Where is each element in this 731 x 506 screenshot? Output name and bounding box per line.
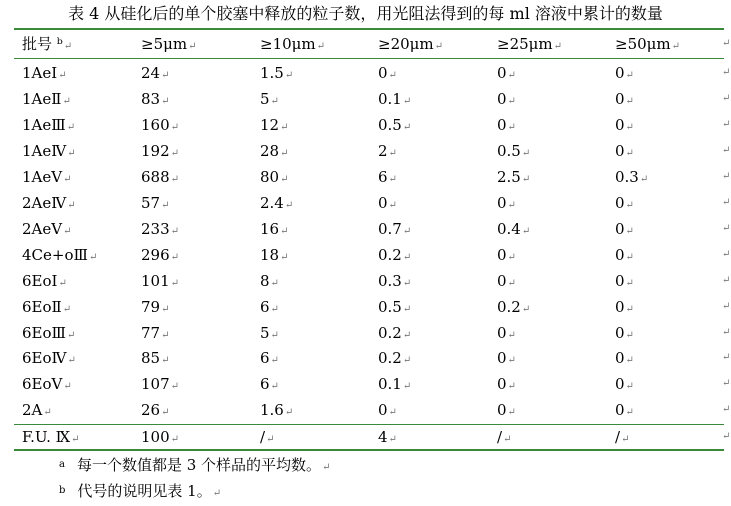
cell-5um: 77↵ <box>141 324 170 342</box>
cell-50um: 0↵ <box>615 90 634 108</box>
cell-10um: 5↵ <box>260 324 279 342</box>
row-end-mark: ↵ <box>722 431 731 442</box>
cell-5um: 101↵ <box>141 272 180 290</box>
cell-50um: 0↵ <box>615 116 634 134</box>
cell-20um: 0.2↵ <box>378 246 412 264</box>
cell-batch: 2AeⅤ↵ <box>22 220 72 238</box>
cell-10um: 1.5↵ <box>260 64 294 82</box>
cell-10um: 80↵ <box>260 168 289 186</box>
cell-batch: 6EoⅠ↵ <box>22 272 67 290</box>
cell-50um: 0↵ <box>615 298 634 316</box>
cell-20um: 0.5↵ <box>378 298 412 316</box>
cell-20um: 0.7↵ <box>378 220 412 238</box>
cell-10um: 1.6↵ <box>260 401 294 419</box>
summary-cell-20um: 4↵ <box>378 428 397 446</box>
cell-5um: 160↵ <box>141 116 180 134</box>
cell-20um: 0↵ <box>378 401 397 419</box>
cell-batch: 1AeⅢ↵ <box>22 116 76 134</box>
cell-10um: 12↵ <box>260 116 289 134</box>
cell-batch: 1AeⅣ↵ <box>22 142 76 160</box>
cell-batch: 2A↵ <box>22 401 52 419</box>
cell-50um: 0↵ <box>615 375 634 393</box>
header-rule <box>14 58 724 59</box>
cell-batch: 1AeⅠ↵ <box>22 64 67 82</box>
cell-20um: 0.1↵ <box>378 375 412 393</box>
footnote-b: $^b$ 代号的说明见表 1。↵ <box>59 482 222 500</box>
cell-50um: 0↵ <box>615 194 634 212</box>
row-end-mark: ↵ <box>722 38 731 49</box>
cell-20um: 0.2↵ <box>378 324 412 342</box>
cell-25um: 0↵ <box>497 349 516 367</box>
cell-25um: 0↵ <box>497 90 516 108</box>
row-end-mark: ↵ <box>722 301 731 312</box>
cell-5um: 192↵ <box>141 142 180 160</box>
row-end-mark: ↵ <box>722 93 731 104</box>
cell-5um: 57↵ <box>141 194 170 212</box>
row-end-mark: ↵ <box>722 404 731 415</box>
cell-10um: 5↵ <box>260 90 279 108</box>
header-25um: ≥25μm↵ <box>497 35 563 53</box>
cell-50um: 0↵ <box>615 142 634 160</box>
cell-25um: 0↵ <box>497 64 516 82</box>
cell-20um: 6↵ <box>378 168 397 186</box>
summary-cell-10um: /↵ <box>260 428 275 446</box>
cell-20um: 0.3↵ <box>378 272 412 290</box>
row-end-mark: ↵ <box>722 223 731 234</box>
row-end-mark: ↵ <box>722 275 731 286</box>
cell-20um: 0.5↵ <box>378 116 412 134</box>
cell-25um: 0.5↵ <box>497 142 531 160</box>
row-end-mark: ↵ <box>722 249 731 260</box>
header-50um: ≥50μm↵ <box>615 35 681 53</box>
cell-5um: 79↵ <box>141 298 170 316</box>
cell-25um: 2.5↵ <box>497 168 531 186</box>
cell-50um: 0↵ <box>615 349 634 367</box>
row-end-mark: ↵ <box>722 352 731 363</box>
cell-10um: 2.4↵ <box>260 194 294 212</box>
cell-25um: 0↵ <box>497 116 516 134</box>
cell-50um: 0↵ <box>615 220 634 238</box>
cell-5um: 26↵ <box>141 401 170 419</box>
cell-50um: 0↵ <box>615 246 634 264</box>
cell-batch: 6EoⅤ↵ <box>22 375 72 393</box>
row-end-mark: ↵ <box>722 378 731 389</box>
cell-5um: 107↵ <box>141 375 180 393</box>
cell-5um: 233↵ <box>141 220 180 238</box>
summary-cell-5um: 100↵ <box>141 428 180 446</box>
cell-batch: 6EoⅡ↵ <box>22 298 72 316</box>
cell-5um: 688↵ <box>141 168 180 186</box>
cell-5um: 83↵ <box>141 90 170 108</box>
summary-cell-50um: /↵ <box>615 428 630 446</box>
cell-25um: 0.4↵ <box>497 220 531 238</box>
cell-50um: 0↵ <box>615 401 634 419</box>
cell-25um: 0.2↵ <box>497 298 531 316</box>
top-rule <box>14 28 724 30</box>
header-5um: ≥5μm↵ <box>141 35 197 53</box>
cell-10um: 8↵ <box>260 272 279 290</box>
cell-50um: 0↵ <box>615 64 634 82</box>
cell-25um: 0↵ <box>497 401 516 419</box>
cell-10um: 6↵ <box>260 375 279 393</box>
header-batch: 批号 ᵇ↵ <box>22 35 73 53</box>
cell-20um: 2↵ <box>378 142 397 160</box>
cell-20um: 0.1↵ <box>378 90 412 108</box>
cell-25um: 0↵ <box>497 324 516 342</box>
cell-50um: 0↵ <box>615 324 634 342</box>
cell-10um: 6↵ <box>260 349 279 367</box>
header-20um: ≥20μm↵ <box>378 35 444 53</box>
bottom-rule <box>14 449 724 451</box>
row-end-mark: ↵ <box>722 67 731 78</box>
header-10um: ≥10μm↵ <box>260 35 326 53</box>
cell-20um: 0.2↵ <box>378 349 412 367</box>
footnote-a: $^a$ 每一个数值都是 3 个样品的平均数。↵ <box>59 456 331 474</box>
cell-10um: 16↵ <box>260 220 289 238</box>
cell-10um: 18↵ <box>260 246 289 264</box>
row-end-mark: ↵ <box>722 145 731 156</box>
cell-10um: 28↵ <box>260 142 289 160</box>
row-end-mark: ↵ <box>722 171 731 182</box>
cell-5um: 24↵ <box>141 64 170 82</box>
table-caption: 表 4 从硅化后的单个胶塞中释放的粒子数，用光阻法得到的每 ml 溶液中累计的数量 <box>68 4 663 23</box>
cell-5um: 85↵ <box>141 349 170 367</box>
cell-batch: 6EoⅢ↵ <box>22 324 76 342</box>
row-end-mark: ↵ <box>722 327 731 338</box>
cell-10um: 6↵ <box>260 298 279 316</box>
cell-20um: 0↵ <box>378 64 397 82</box>
cell-5um: 296↵ <box>141 246 180 264</box>
row-end-mark: ↵ <box>722 197 731 208</box>
row-end-mark: ↵ <box>722 119 731 130</box>
cell-25um: 0↵ <box>497 375 516 393</box>
cell-25um: 0↵ <box>497 246 516 264</box>
cell-batch: 1AeⅡ↵ <box>22 90 71 108</box>
cell-50um: 0↵ <box>615 272 634 290</box>
cell-batch: 2AeⅣ↵ <box>22 194 76 212</box>
cell-batch: 4Ce+oⅢ↵ <box>22 246 98 264</box>
summary-cell-batch: F.U. Ⅸ↵ <box>22 428 80 446</box>
cell-batch: 1AeⅤ↵ <box>22 168 72 186</box>
cell-25um: 0↵ <box>497 194 516 212</box>
cell-20um: 0↵ <box>378 194 397 212</box>
summary-cell-25um: /↵ <box>497 428 512 446</box>
cell-batch: 6EoⅣ↵ <box>22 349 76 367</box>
cell-25um: 0↵ <box>497 272 516 290</box>
cell-50um: 0.3↵ <box>615 168 649 186</box>
